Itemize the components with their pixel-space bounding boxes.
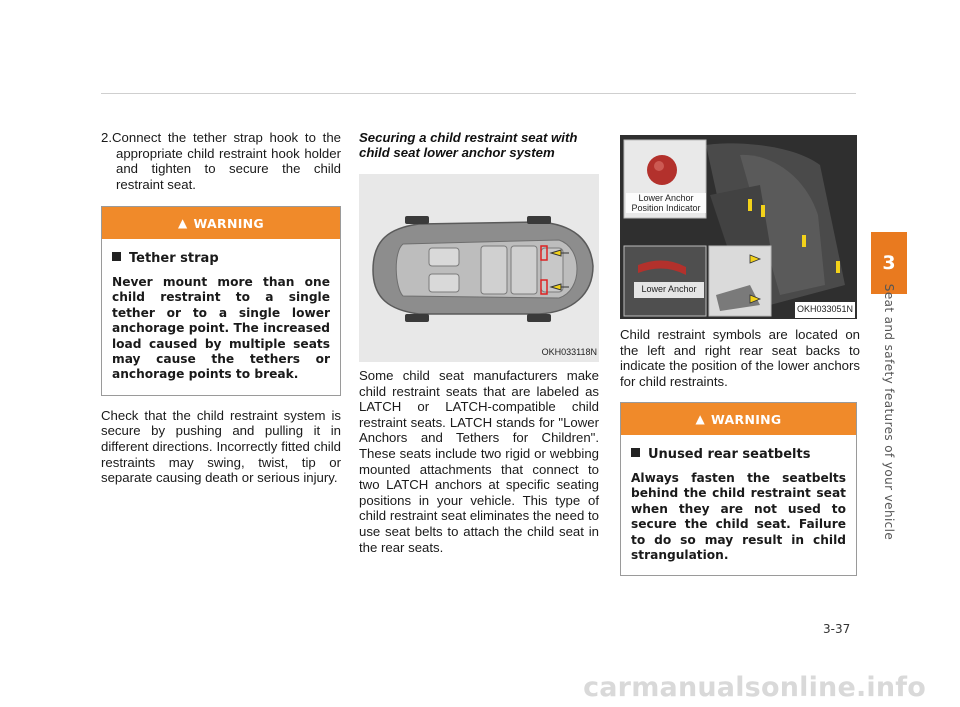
warning-header xyxy=(621,403,856,435)
warning-triangle-icon: ▲ xyxy=(178,215,188,230)
warning-body: Never mount more than one child restraint to a single tether or to a single lower anchorage point. The increased load caused by multiple seats may cause the tethers or anchorage points to break. xyxy=(112,274,330,382)
section-title-vertical: Seat and safety features of your vehicle xyxy=(882,283,896,541)
warning-title-text: Tether strap xyxy=(129,251,219,267)
warning-triangle-icon: ▲ xyxy=(695,411,706,426)
figure-rear-seat-anchors xyxy=(620,135,857,319)
secure-check-paragraph: Check that the child restraint system is secure by pushing and pulling it in different directions. Incorrectly fitted child restraints may swing, twist, tip or separate causing death or serious injury. xyxy=(101,407,341,486)
warning-label: WARNING xyxy=(193,215,264,231)
section-heading: Securing a child restraint seat with child seat lower anchor system xyxy=(359,130,578,160)
warning-box-tether xyxy=(101,206,341,395)
warning-title xyxy=(112,251,330,267)
section-number-tab: 3 xyxy=(871,232,907,294)
label-lower-anchor-position-indicator: Lower Anchor Position Indicator xyxy=(626,193,706,213)
page-number: 3-37 xyxy=(823,622,851,636)
latch-paragraph: Some child seat manufacturers make child restraint seats that are labeled as LATCH or LATCH-compatible child restraint seats. LATCH stands for "Lower Anchors and Tethers for Children". These seats include two rigid or webbing mounted attachments that connect to two LATCH anchors at specific seating positions in your vehicle. This type of child restraint seat eliminates the need to use seat belts to attach the child seat in the rear seats. xyxy=(359,368,599,555)
bullet-square-icon xyxy=(631,448,640,457)
column-middle xyxy=(359,130,599,555)
car-top-view-illustration xyxy=(359,174,599,362)
warning-box-seatbelts xyxy=(620,402,857,576)
label-lower-anchor: Lower Anchor xyxy=(634,282,704,298)
watermark: carmanualsonline.info xyxy=(583,672,926,703)
column-left xyxy=(101,130,341,486)
figure-code: OKH033051N xyxy=(795,302,855,318)
warning-title xyxy=(631,447,846,463)
step-2-text: 2.Connect the tether strap hook to the appropriate child restraint hook holder and tighten to secure the child restraint seat. xyxy=(101,130,341,192)
figure-code: OKH033118N xyxy=(541,347,597,358)
warning-header xyxy=(102,207,340,239)
warning-title-text: Unused rear seatbelts xyxy=(648,447,811,463)
figure-car-top-view xyxy=(359,174,599,362)
column-right xyxy=(620,135,860,576)
warning-label: WARNING xyxy=(711,411,782,427)
top-rule xyxy=(101,93,856,94)
bullet-square-icon xyxy=(112,252,121,261)
child-restraint-symbols-paragraph: Child restraint symbols are located on the left and right rear seat backs to indicate the position of the lower anchors for child restraints. xyxy=(620,327,860,389)
warning-body: Always fasten the seatbelts behind the child restraint seat when they are not used to secure the child seat. Failure to do so may result in child strangulation. xyxy=(631,470,846,562)
